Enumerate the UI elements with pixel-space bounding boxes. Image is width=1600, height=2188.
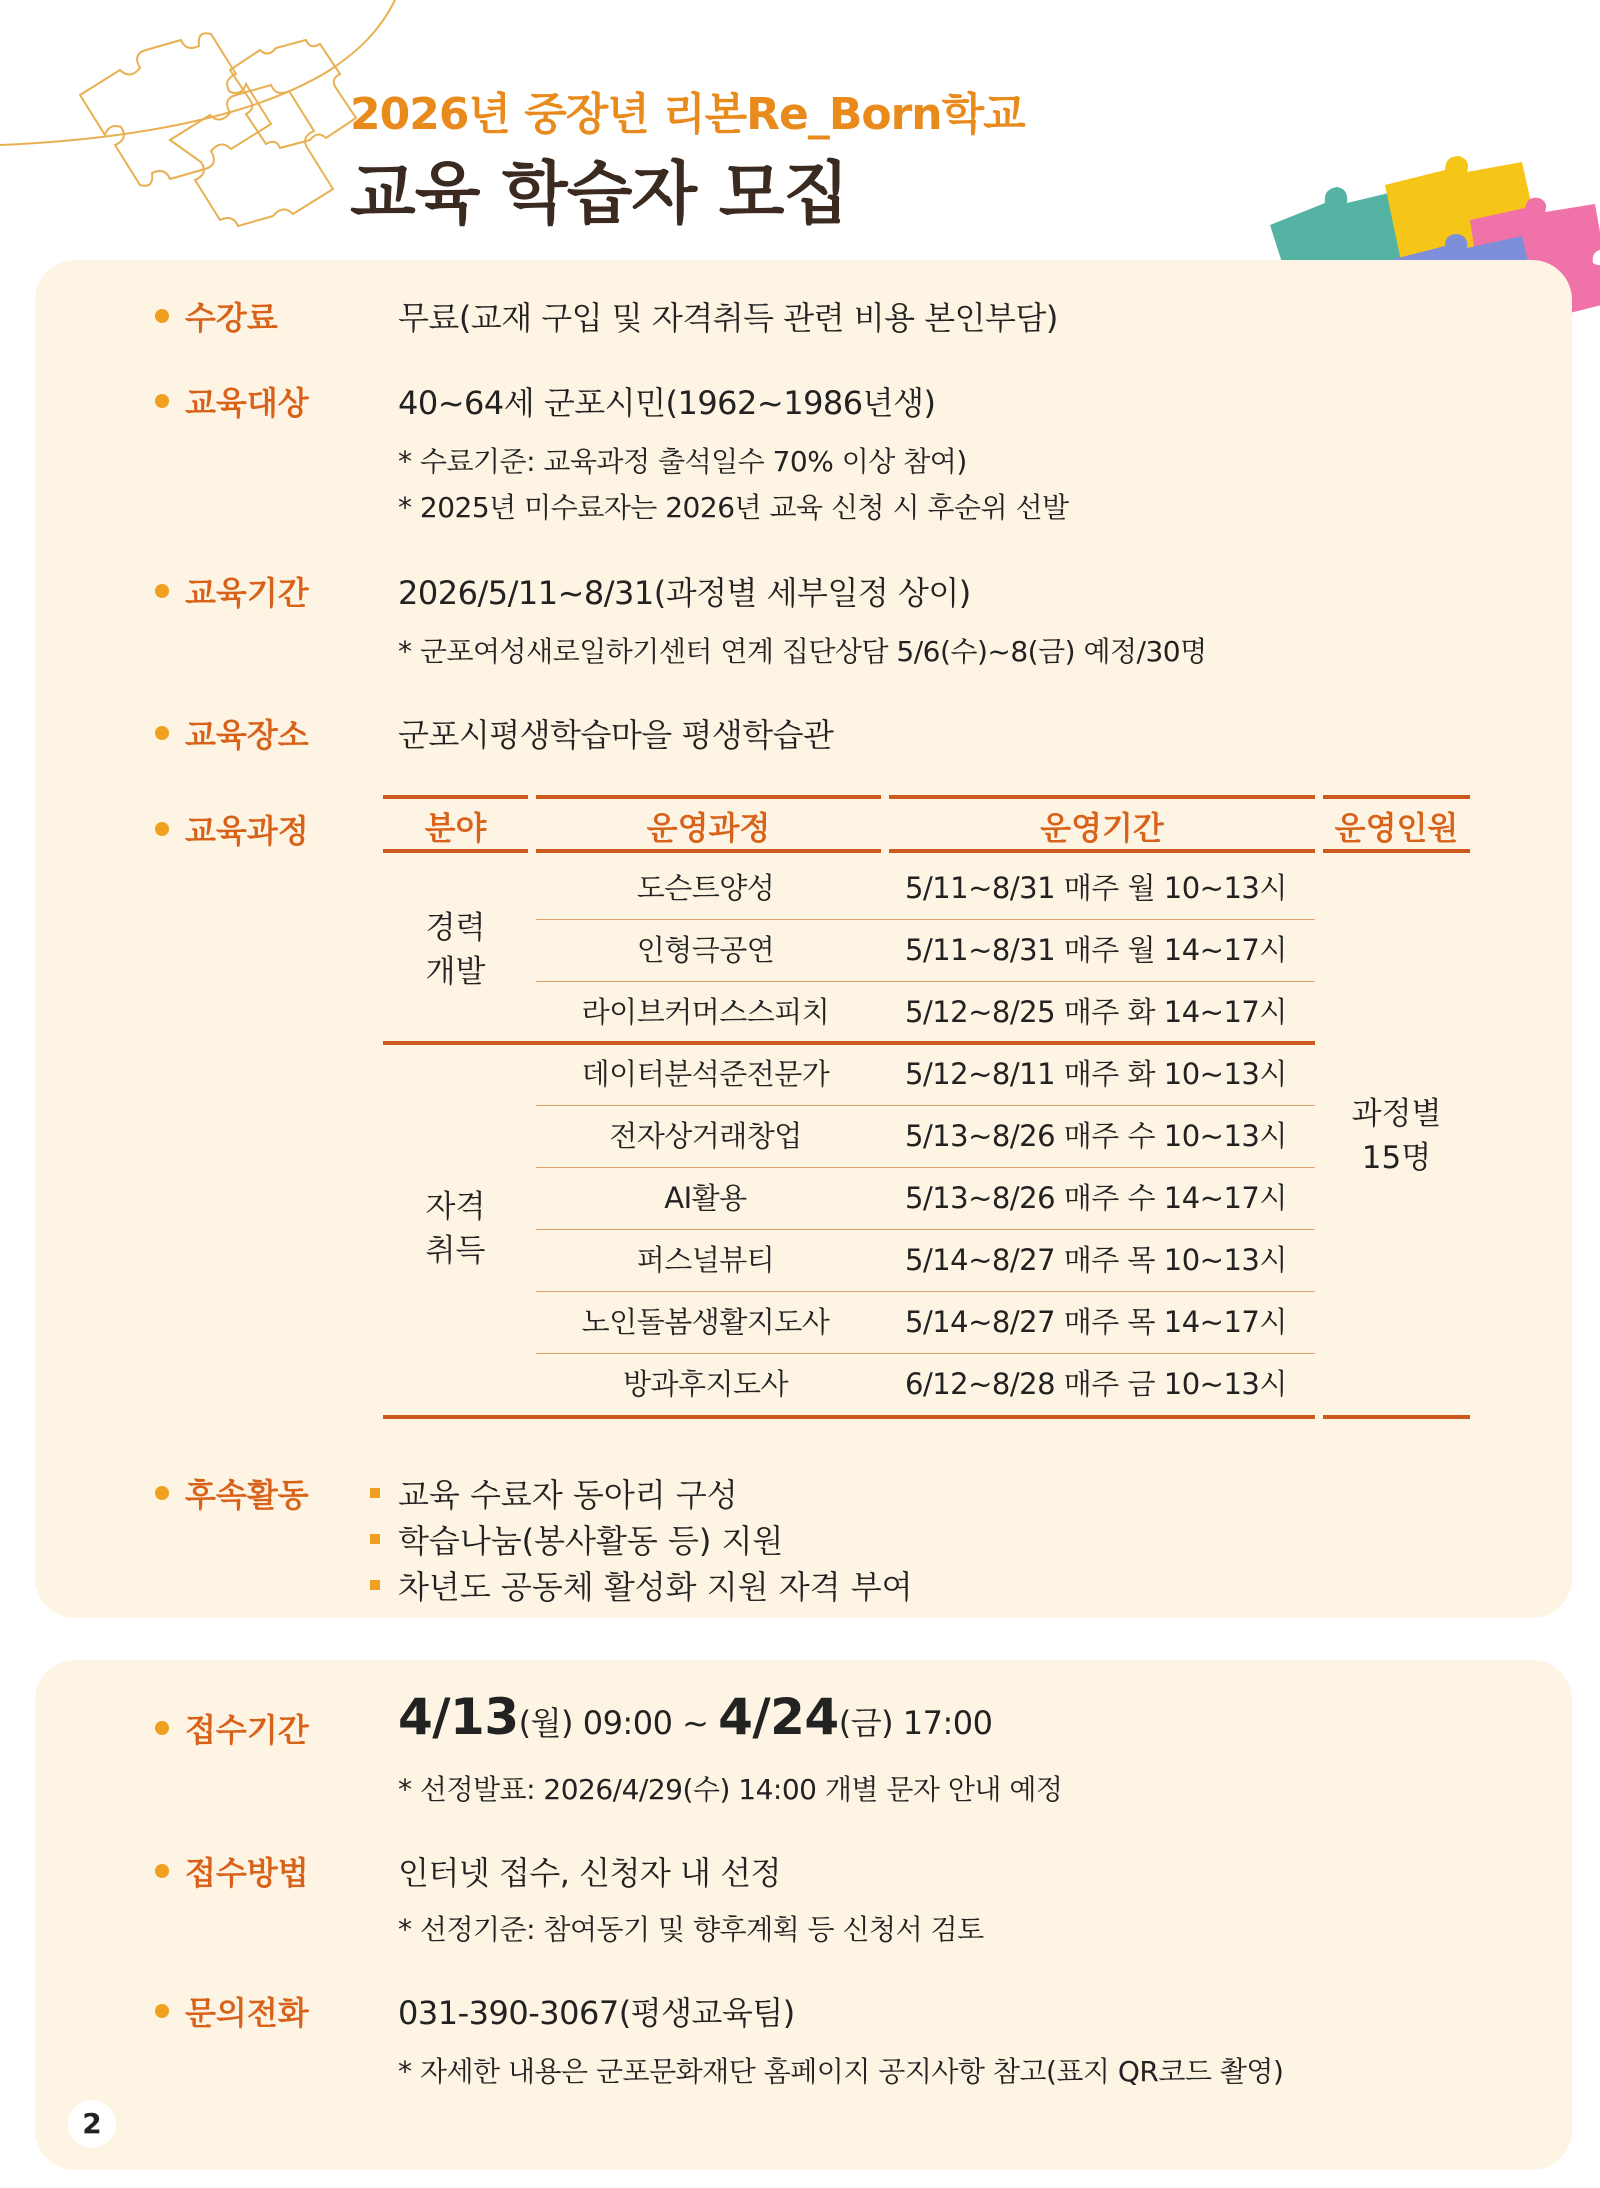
table-cell-period: 5/13~8/26 매주 수 10~13시 <box>905 1119 1287 1153</box>
bullet-dot-icon <box>155 1486 169 1500</box>
table-bottom-rule <box>1323 1415 1470 1419</box>
square-bullet-icon <box>370 1580 380 1590</box>
table-cell-period: 5/14~8/27 매주 목 10~13시 <box>905 1243 1287 1277</box>
table-capacity-line: 과정별 <box>1351 1096 1442 1132</box>
followup-label: 후속활동 <box>155 1470 309 1516</box>
table-header-capacity: 운영인원 <box>1323 795 1470 853</box>
table-header-course: 운영과정 <box>536 795 881 853</box>
table-category-line: 자격 <box>425 1189 486 1225</box>
page-subtitle: 2026년 중장년 리본Re_Born학교 <box>350 89 1025 140</box>
table-category-line: 경력 <box>425 910 486 946</box>
place-label: 교육장소 <box>155 710 309 756</box>
table-category <box>383 1185 528 1273</box>
target-note: * 수료기준: 교육과정 출석일수 70% 이상 참여) <box>398 445 967 478</box>
apply-method-label: 접수방법 <box>155 1848 309 1894</box>
table-cell-course: 전자상거래창업 <box>609 1119 802 1153</box>
followup-item: 차년도 공동체 활성화 지원 자격 부여 <box>370 1562 913 1608</box>
table-cell-course: AI활용 <box>664 1181 747 1215</box>
target-label: 교육대상 <box>155 378 309 424</box>
table-header-field: 분야 <box>383 795 528 853</box>
table-cell-course: 퍼스널뷰티 <box>636 1243 775 1277</box>
square-bullet-icon <box>370 1534 380 1544</box>
bullet-dot-icon <box>155 309 169 323</box>
table-cell-period: 5/12~8/25 매주 화 14~17시 <box>905 995 1287 1029</box>
table-cell-period: 5/11~8/31 매주 월 14~17시 <box>905 933 1287 967</box>
apply-method-note: * 선정기준: 참여동기 및 향후계획 등 신청서 검토 <box>398 1913 984 1946</box>
table-cell-course: 방과후지도사 <box>622 1367 789 1401</box>
followup-item: 교육 수료자 동아리 구성 <box>370 1470 738 1516</box>
contact-label: 문의전화 <box>155 1988 309 2034</box>
table-cell-period: 5/12~8/11 매주 화 10~13시 <box>905 1057 1287 1091</box>
table-group-divider <box>383 1041 1315 1045</box>
table-header-period: 운영기간 <box>889 795 1315 853</box>
table-cell-course: 도슨트양성 <box>636 871 775 905</box>
table-category-line: 개발 <box>425 954 486 990</box>
table-category-line: 취득 <box>425 1233 486 1269</box>
period-label: 교육기간 <box>155 568 309 614</box>
apply-period-label: 접수기간 <box>155 1705 309 1751</box>
table-cell-course: 노인돌봄생활지도사 <box>581 1305 830 1339</box>
table-cell-course: 라이브커머스스피치 <box>581 995 830 1029</box>
courses-label: 교육과정 <box>155 806 309 852</box>
bullet-dot-icon <box>155 822 169 836</box>
bullet-dot-icon <box>155 1721 169 1735</box>
page-number: 2 <box>68 2100 116 2148</box>
followup-item: 학습나눔(봉사활동 등) 지원 <box>370 1516 783 1562</box>
apply-period-note: * 선정발표: 2026/4/29(수) 14:00 개별 문자 안내 예정 <box>398 1773 1063 1806</box>
bullet-dot-icon <box>155 726 169 740</box>
table-capacity <box>1323 1092 1470 1180</box>
fee-value: 무료(교재 구입 및 자격취득 관련 비용 본인부담) <box>398 299 1058 337</box>
fee-label: 수강료 <box>155 293 278 339</box>
square-bullet-icon <box>370 1488 380 1498</box>
table-cell-course: 데이터분석준전문가 <box>581 1057 830 1091</box>
table-cell-period: 5/13~8/26 매주 수 14~17시 <box>905 1181 1287 1215</box>
period-value: 2026/5/11~8/31(과정별 세부일정 상이) <box>398 574 971 612</box>
contact-note: * 자세한 내용은 군포문화재단 홈페이지 공지사항 참고(표지 QR코드 촬영) <box>398 2055 1284 2088</box>
table-bottom-rule <box>383 1415 1315 1419</box>
apply-end-date: 4/24 <box>718 1688 839 1746</box>
target-note: * 2025년 미수료자는 2026년 교육 신청 시 후순위 선발 <box>398 491 1069 524</box>
table-cell-period: 6/12~8/28 매주 금 10~13시 <box>905 1367 1287 1401</box>
period-note: * 군포여성새로일하기센터 연계 집단상담 5/6(수)~8(금) 예정/30명 <box>398 635 1207 668</box>
table-capacity-line: 15명 <box>1361 1140 1432 1176</box>
table-cell-period: 5/11~8/31 매주 월 10~13시 <box>905 871 1287 905</box>
apply-start-date: 4/13 <box>398 1688 519 1746</box>
apply-period-value: 4/13(월) 09:00 ~ 4/24(금) 17:00 <box>398 1688 993 1746</box>
table-category <box>383 906 528 994</box>
place-value: 군포시평생학습마을 평생학습관 <box>398 716 834 754</box>
bullet-dot-icon <box>155 584 169 598</box>
bullet-dot-icon <box>155 1864 169 1878</box>
page-title: 교육 학습자 모집 <box>350 155 849 234</box>
table-cell-period: 5/14~8/27 매주 목 14~17시 <box>905 1305 1287 1339</box>
table-cell-course: 인형극공연 <box>636 933 775 967</box>
contact-phone: 031-390-3067(평생교육팀) <box>398 1994 795 2032</box>
apply-method-value: 인터넷 접수, 신청자 내 선정 <box>398 1854 781 1892</box>
bullet-dot-icon <box>155 394 169 408</box>
course-table <box>383 795 1470 1425</box>
target-value: 40~64세 군포시민(1962~1986년생) <box>398 384 936 422</box>
bullet-dot-icon <box>155 2004 169 2018</box>
